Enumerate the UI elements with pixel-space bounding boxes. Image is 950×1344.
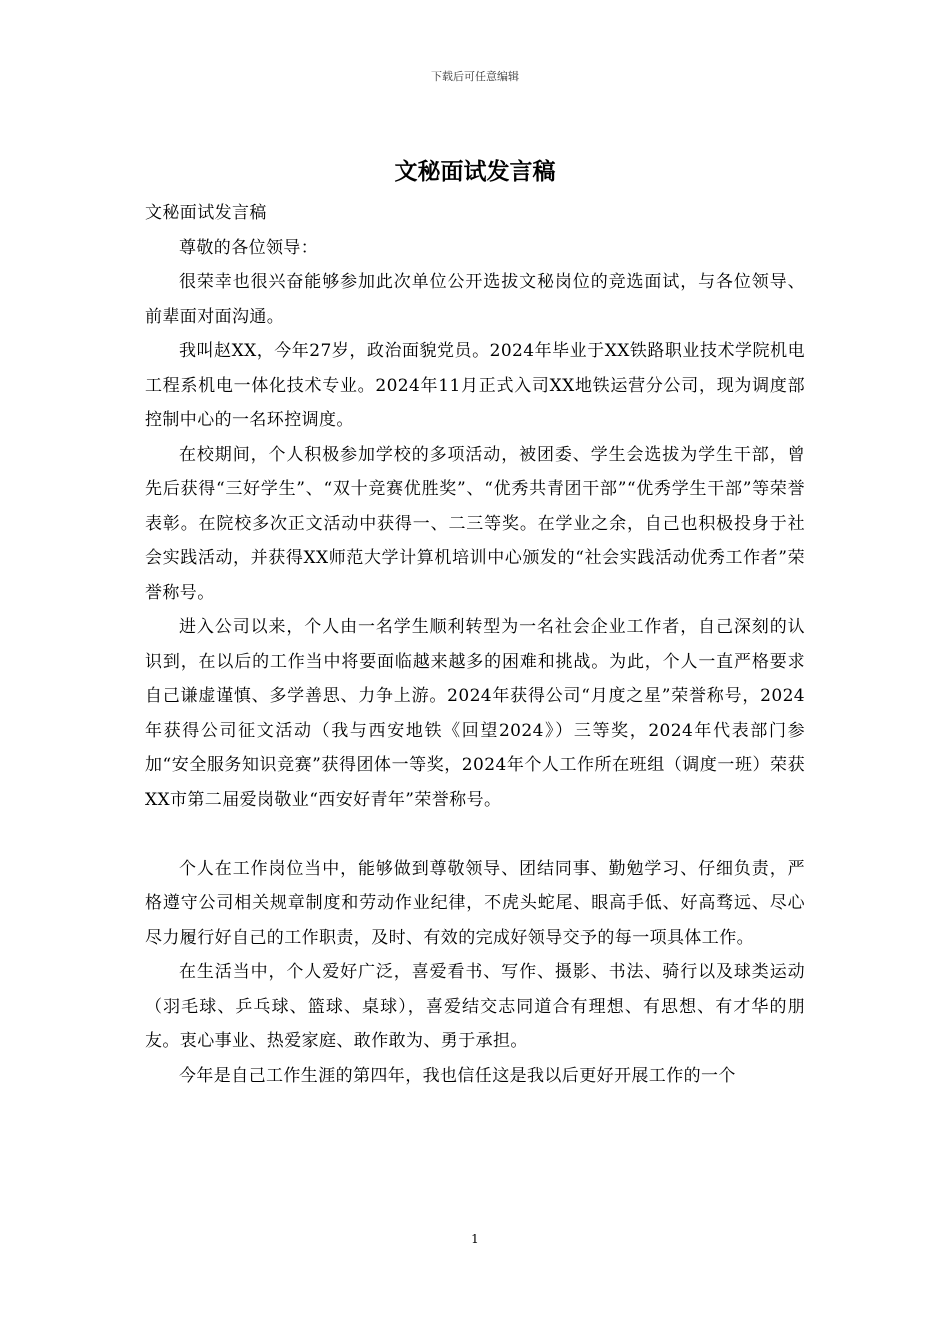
paragraph-hobbies: 在生活当中，个人爱好广泛，喜爱看书、写作、摄影、书法、骑行以及球类运动（羽毛球、乒乓球、篮球、桌球），喜爱结交志同道合有理想、有思想、有才华的朋友。衷心事业、热爱家庭、敢作敢为、勇于承担。 bbox=[145, 962, 805, 1051]
document-body bbox=[145, 196, 805, 1093]
paragraph-work-attitude: 个人在工作岗位当中，能够做到尊敬领导、团结同事、勤勉学习、仔细负责，严格遵守公司相关规章制度和劳动作业纪律，不虎头蛇尾、眼高手低、好高骛远、尽心尽力履行好自己的工作职责，及时、有效的完成好领导交予的每一项具体工作。 bbox=[145, 858, 805, 948]
paragraph-intro: 很荣幸也很兴奋能够参加此次单位公开选拔文秘岗位的竞选面试，与各位领导、前辈面对面沟通。 bbox=[145, 272, 805, 327]
page-number: 1 bbox=[471, 1232, 479, 1246]
paragraph-fourth-year: 今年是自己工作生涯的第四年，我也信任这是我以后更好开展工作的一个 bbox=[179, 1065, 736, 1086]
paragraph-school-period: 在校期间，个人积极参加学校的多项活动，被团委、学生会选拔为学生干部，曾先后获得“三好学生”、“双十竞赛优胜奖”、“优秀共青团干部”“优秀学生干部”等荣誉表彰。在院校多次正文活动中获得一、二三等奖。在学业之余，自己也积极投身于社会实践活动，并获得XX师范大学计算机培训中心颁发的“社会实践活动优秀工作者”荣誉称号。 bbox=[145, 444, 805, 603]
header-note: 下载后可任意编辑 bbox=[431, 70, 519, 83]
paragraph-gap bbox=[145, 817, 805, 852]
greeting-line: 尊敬的各位领导： bbox=[179, 237, 319, 258]
paragraph-company-achievements: 进入公司以来，个人由一名学生顺利转型为一名社会企业工作者，自己深刻的认识到，在以后的工作当中将要面临越来越多的困难和挑战。为此，个人一直严格要求自己谦虚谨慎、多学善思、力争上游。2024年获得公司“月度之星”荣誉称号，2024年获得公司征文活动（我与西安地铁《回望2024》）三等奖，2024年代表部门参加“安全服务知识竞赛”获得团体一等奖，2024年个人工作所在班组（调度一班）荣获XX市第二届爱岗敬业“西安好青年”荣誉称号。 bbox=[145, 617, 805, 810]
paragraph-self-introduction: 我叫赵XX，今年27岁，政治面貌党员。2024年毕业于XX铁路职业技术学院机电工程系机电一体化技术专业。2024年11月正式入司XX地铁运营分公司，现为调度部控制中心的一名环控调度。 bbox=[145, 341, 805, 430]
subtitle-line: 文秘面试发言稿 bbox=[145, 203, 267, 223]
document-title: 文秘面试发言稿 bbox=[394, 158, 556, 185]
